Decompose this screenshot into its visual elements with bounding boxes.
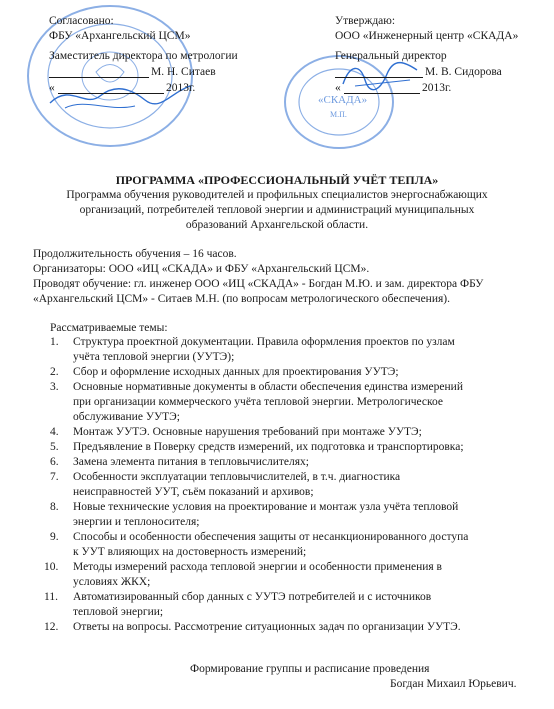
- topics-header: Рассматриваемые темы:: [50, 322, 168, 334]
- program-subtitle-1: Программа обучения руководителей и профильных специалистов энергоснабжающих: [66, 189, 488, 201]
- approval-left-date-line: [58, 82, 164, 94]
- approval-left-org: ФБУ «Архангельский ЦСМ»: [49, 30, 191, 42]
- topic-number: 11.: [44, 591, 58, 603]
- topic-text: Монтаж УУТЭ. Основные нарушения требований при монтаже УУТЭ;: [73, 426, 422, 438]
- topic-text: к УУТ влияющих на достоверность измерений;: [73, 546, 307, 558]
- topic-text: Способы и особенности обеспечения защиты от несанкционированного доступа: [73, 531, 469, 543]
- seal-right-subtext: М.П.: [330, 110, 347, 119]
- topic-number: 9.: [50, 531, 59, 543]
- info-organizers: Организаторы: ООО «ИЦ «СКАДА» и ФБУ «Архангельский ЦСМ».: [33, 263, 370, 275]
- topic-text: Основные нормативные документы в области обеспечения единства измерений: [73, 381, 463, 393]
- program-title: ПРОГРАММА «ПРОФЕССИОНАЛЬНЫЙ УЧЁТ ТЕПЛА»: [115, 173, 439, 187]
- info-duration: Продолжительность обучения – 16 часов.: [33, 248, 237, 260]
- topic-number: 2.: [50, 366, 59, 378]
- seal-right-text: «СКАДА»: [318, 94, 368, 106]
- approval-right-position: Генеральный директор: [335, 50, 447, 62]
- topic-text: Структура проектной документации. Правила оформления проектов по узлам: [73, 336, 455, 348]
- topic-text: тепловой энергии;: [73, 606, 164, 618]
- topic-text: Замена элемента питания в тепловычислителях;: [73, 456, 309, 468]
- topic-number: 10.: [44, 561, 59, 573]
- footer-line-1: Формирование группы и расписание проведения: [190, 663, 430, 675]
- approval-left-date-open: «: [49, 82, 55, 94]
- approval-left-title: Согласовано:: [49, 15, 114, 27]
- topic-text: Автоматизированный сбор данных с УУТЭ потребителей и с источников: [73, 591, 432, 603]
- info-conductors-2: «Архангельский ЦСМ» - Ситаев М.Н. (по вопросам метрологического обеспечения).: [33, 293, 450, 305]
- approval-left-signer: М. Н. Ситаев: [151, 66, 216, 78]
- approval-right-date-year: 2013г.: [422, 82, 452, 94]
- topic-number: 1.: [50, 336, 59, 348]
- topic-text: Новые технические условия на проектирование и монтаж узла учёта тепловой: [73, 501, 459, 513]
- topic-text: Ответы на вопросы. Рассмотрение ситуационных задач по организации УУТЭ.: [73, 621, 461, 633]
- topic-text: неисправностей УУТ, съём показаний и архивов;: [73, 486, 314, 498]
- topic-number: 3.: [50, 381, 59, 393]
- topic-number: 8.: [50, 501, 59, 513]
- topic-text: при организации коммерческого учёта тепловой энергии. Метрологическое: [73, 396, 444, 408]
- approval-right-signature-line: [335, 66, 423, 78]
- topic-text: Методы измерений расхода тепловой энергии и особенности применения в: [73, 561, 442, 573]
- topic-number: 7.: [50, 471, 59, 483]
- topic-text: обслуживание УУТЭ;: [73, 411, 180, 423]
- topic-number: 5.: [50, 441, 59, 453]
- topic-text: учёта тепловой энергии (УУТЭ);: [73, 351, 235, 363]
- topic-text: Предъявление в Поверку средств измерений, их подготовка и транспортировка;: [73, 441, 464, 453]
- approval-left-position: Заместитель директора по метрологии: [49, 50, 238, 62]
- approval-left-signature-line: [49, 66, 149, 78]
- approval-right-org: ООО «Инженерный центр «СКАДА»: [335, 30, 519, 42]
- topic-number: 12.: [44, 621, 59, 633]
- info-conductors-1: Проводят обучение: гл. инженер ООО «ИЦ «СКАДА» - Богдан М.Ю. и зам. директора ФБУ: [33, 278, 484, 290]
- topic-text: энергии и теплоносителя;: [73, 516, 200, 528]
- approval-right-date-line: [344, 82, 420, 94]
- topic-number: 6.: [50, 456, 59, 468]
- program-subtitle-2: организаций, потребителей тепловой энергии и администраций муниципальных: [79, 204, 475, 216]
- approval-right-signer: М. В. Сидорова: [425, 66, 502, 78]
- topic-text: Особенности эксплуатации тепловычислителей, в т.ч. диагностика: [73, 471, 401, 483]
- approval-right-date-open: «: [335, 82, 341, 94]
- program-subtitle-3: образований Архангельской области.: [185, 219, 369, 231]
- approval-left-date-year: 2013г.: [166, 82, 196, 94]
- approval-right-title: Утверждаю:: [335, 15, 396, 27]
- footer-line-2: Богдан Михаил Юрьевич.: [390, 678, 517, 690]
- topic-text: Сбор и оформление исходных данных для проектирования УУТЭ;: [73, 366, 399, 378]
- topic-number: 4.: [50, 426, 59, 438]
- topic-text: условиях ЖКХ;: [73, 576, 151, 588]
